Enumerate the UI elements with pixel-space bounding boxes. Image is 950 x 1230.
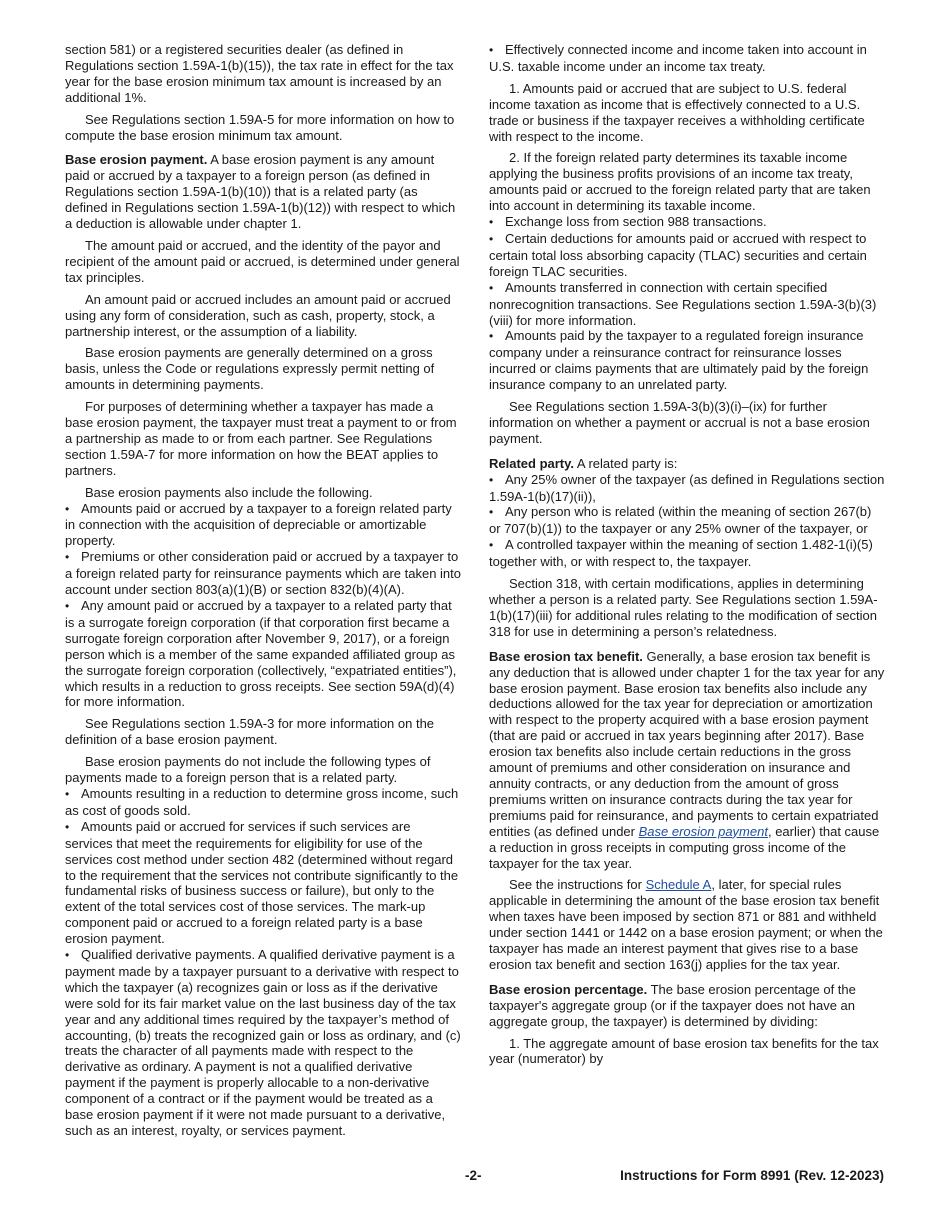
link-base-erosion-payment[interactable]: Base erosion payment [638,823,768,839]
section-base-erosion-payment [65,152,461,232]
list-item-text: Any 25% owner of the taxpayer (as defined in Regulations section 1.59A-1(b)(17)(ii)), [489,471,885,504]
numbered-item: 1. The aggregate amount of base erosion tax benefits for the tax year (numerator) by [489,1035,879,1067]
list-item-text: Qualified derivative payments. A qualified derivative payment is a payment made by a taxpayer pursuant to a derivative with respect to which the taxpayer (a) recognizes gain or loss as if the derivative were sold for its fair market value on the last business day of the tax year and any additional times required by the taxpayer’s method of accounting, (b) treats the recognized gain or loss as ordinary, and (c) treats the character of all payments made with respect to the derivative as ordinary. A payment is not a qualified derivative payment if the payment is properly allocable to a non-derivative component of a contract or if the payment would be treated as a base erosion payment if it were not made pursuant to a derivative, such as an interest, royalty, or services payment. [65,947,461,1138]
list-item [489,214,885,231]
paragraph: An amount paid or accrued includes an amount paid or accrued using any form of consideration, such as cash, property, stock, a partnership interest, or the assumption of a liability. [65,291,451,339]
paragraph-text: Generally, a base erosion tax benefit is any deduction that is allowed under chapter 1 for the tax year for any base erosion payment. Base erosion tax benefits also include any deductions allowed for the tax year for depreciation or amortization with respect to the property acquired with a base erosion payment (that are paid or accrued in tax years beginning after 2017). Base erosion tax benefits also include certain reductions in the gross amount of premiums and other consideration on insurance and annuity contracts, or any deduction from the amount of gross premiums written on insurance contracts during the tax year for premiums paid for reinsurance, and payments to certain expatriated entities (as defined under [489,648,885,839]
page-number: -2- [465,1168,482,1183]
heading-related-party: Related party. [489,455,575,471]
bullet-icon: • [489,231,494,246]
bullet-icon: • [65,948,70,963]
paragraph: section 581) or a registered securities dealer (as defined in Regulations section 1.59A-1(b)(15)), the tax rate in effect for the tax year for the base erosion minimum tax amount is increased by an additional 1%. [65,42,454,105]
list-item [489,504,885,537]
section-base-erosion-percentage [489,982,885,1030]
exclude-bullet-list [65,786,461,1139]
heading-base-erosion-percentage: Base erosion percentage. [489,981,648,997]
list-item-text: Any amount paid or accrued by a taxpayer to a related party that is a surrogate foreign corporation (if that corporation first became a surrogate foreign corporation after November 9, 2017), or a foreign person which is a member of the same expanded affiliated group as the surrogate foreign corporation (collectively, “expatriated entities”), which results in a reduction to gross receipts. See section 59A(d)(4) for more information. [65,598,457,710]
list-item [65,549,461,598]
paragraph: For purposes of determining whether a taxpayer has made a base erosion payment, the taxpayer must treat a payment to or from a partnership as made to or from each partner. See Regulations section 1.59A-7 for more information on how the BEAT applies to partners. [65,399,457,478]
bullet-icon: • [489,329,494,344]
list-item [65,501,461,550]
list-item-text: Amounts transferred in connection with certain specified nonrecognition transactions. See Regulations section 1.59A-3(b)(3)(viii) for more information. [489,279,877,328]
right-column [489,42,885,1073]
paragraph: See Regulations section 1.59A-5 for more information on how to compute the base erosion minimum tax amount. [65,111,455,143]
list-item [65,786,461,819]
list-item [489,537,885,570]
bullet-icon: • [65,599,70,613]
exclusion-bullet-list [489,214,885,393]
list-item-text: Amounts paid or accrued by a taxpayer to a foreign related party in connection with the acquisition of depreciable or amortizable property. [65,500,452,549]
list-item [489,328,885,393]
paragraph: Section 318, with certain modifications, applies in determining whether a person is a related party. See Regulations section 1.59A-1(b)(17)(iii) for additional rules relating to the modification of section 318 for use in determining a person’s relatedness. [489,576,878,639]
paragraph-text: , later, for special rules applicable in determining the amount of the base erosion tax benefit when taxes have been imposed by section 871 or 881 and withheld under section 1441 or 1442 on a base erosion payment; or when the taxpayer has made an interest payment that gives rise to a base erosion tax benefit and section 163(j) applies for the tax year. [489,877,883,972]
paragraph: Base erosion payments also include the following. [85,484,373,500]
list-item [489,472,885,505]
paragraph: See Regulations section 1.59A-3(b)(3)(i)–(ix) for further information on whether a payment or accrual is not a base erosion payment. [489,399,870,446]
list-item [489,280,885,329]
list-item [489,231,885,280]
page-footer [0,1168,950,1186]
bullet-icon: • [489,280,494,295]
list-item [489,42,885,75]
bullet-icon: • [65,819,70,834]
bullet-icon: • [489,215,494,230]
heading-base-erosion-tax-benefit: Base erosion tax benefit. [489,648,643,664]
bullet-icon: • [489,43,494,57]
left-column [65,42,461,1139]
list-item-text: Effectively connected income and income taken into account in U.S. taxable income under an income tax treaty. [489,42,867,74]
link-schedule-a[interactable]: Schedule A [645,877,712,893]
numbered-item: 2. If the foreign related party determines its taxable income applying the business profits provisions of an income tax treaty, amounts paid or accrued to the foreign related party that are taken into account in determining its taxable income. [489,150,871,214]
bullet-icon: • [65,786,70,801]
related-party-bullet-list [489,472,885,570]
list-item-text: Exchange loss from section 988 transactions. [505,214,767,230]
section-related-party [489,456,885,472]
list-item [65,947,461,1139]
list-item-text: Certain deductions for amounts paid or accrued with respect to certain total loss absorbing capacity (TLAC) securities and certain foreign TLAC securities. [489,230,867,279]
paragraph-text: See the instructions for [509,877,646,893]
list-item-text: Amounts paid or accrued for services if such services are services that meet the requirements for eligibility for use of the services cost method under section 482 (determined without regard to the requirement that the services not contribute significantly to the fundamental risks of business success or failure), but only to the extent of the total services cost of those services. The mark-up component paid or accrued to a foreign related party is a base erosion payment. [65,818,459,947]
paragraph-text: A base erosion payment is any amount paid or accrued by a taxpayer to a foreign person (as defined in Regulations section 1.59A-1(b)(10)) that is a related party (as defined in Regulations section 1.59A-1(b)(12)) with respect to which a deduction is allowable under chapter 1. [65,152,456,232]
paragraph: See Regulations section 1.59A-3 for more information on the definition of a base erosion payment. [65,716,435,748]
list-item-text: Amounts resulting in a reduction to determine gross income, such as cost of goods sold. [65,785,459,818]
list-item-text: Any person who is related (within the meaning of section 267(b) or 707(b)(1)) to the taxpayer or any 25% owner of the taxpayer, or [489,504,872,537]
bullet-icon: • [65,550,70,565]
paragraph-text: A related party is: [574,455,678,471]
paragraph: The amount paid or accrued, and the identity of the payor and recipient of the amount paid or accrued, is determined under general tax principles. [65,237,460,285]
numbered-item: 1. Amounts paid or accrued that are subject to U.S. federal income taxation as income that is effectively connected to a U.S. trade or business if the taxpayer receives a withholding certificate with respect to the income. [489,80,865,144]
bullet-icon: • [489,505,494,520]
paragraph: Base erosion payments do not include the following types of payments made to a foreign person that is a related party. [65,754,431,786]
bullet-icon: • [65,501,70,516]
section-base-erosion-tax-benefit [489,649,885,872]
list-item-text: Amounts paid by the taxpayer to a regulated foreign insurance company under a reinsurance contract for reinsurance losses incurred or claims payments that are ultimately paid by the foreign insurance company to an unrelated party. [489,328,869,393]
paragraph-schedule-a [489,877,885,972]
form-title: Instructions for Form 8991 (Rev. 12-2023) [620,1168,884,1183]
paragraph-text: The base erosion percentage of the taxpayer's aggregate group (or if the taxpayer does not have an aggregate group, the taxpayer) is determined by dividing: [489,981,856,1029]
paragraph-text: , earlier) that cause a reduction in gross receipts in computing gross income of the taxpayer for the tax year. [489,823,880,871]
list-item-text: Premiums or other consideration paid or accrued by a taxpayer to a foreign related party for reinsurance payments which are taken into account under section 803(a)(1)(B) or section 832(b)(4)(A). [65,549,461,598]
paragraph: Base erosion payments are generally determined on a gross basis, unless the Code or regulations expressly permit netting of amounts in determining payments. [65,345,435,393]
list-item-text: A controlled taxpayer within the meaning of section 1.482-1(i)(5) together with, or with respect to, the taxpayer. [489,537,873,570]
list-item [65,819,461,947]
include-bullet-list [65,501,461,711]
list-item [65,598,461,710]
bullet-icon: • [489,472,494,487]
bullet-icon: • [489,538,494,553]
heading-base-erosion-payment: Base erosion payment. [65,152,208,168]
